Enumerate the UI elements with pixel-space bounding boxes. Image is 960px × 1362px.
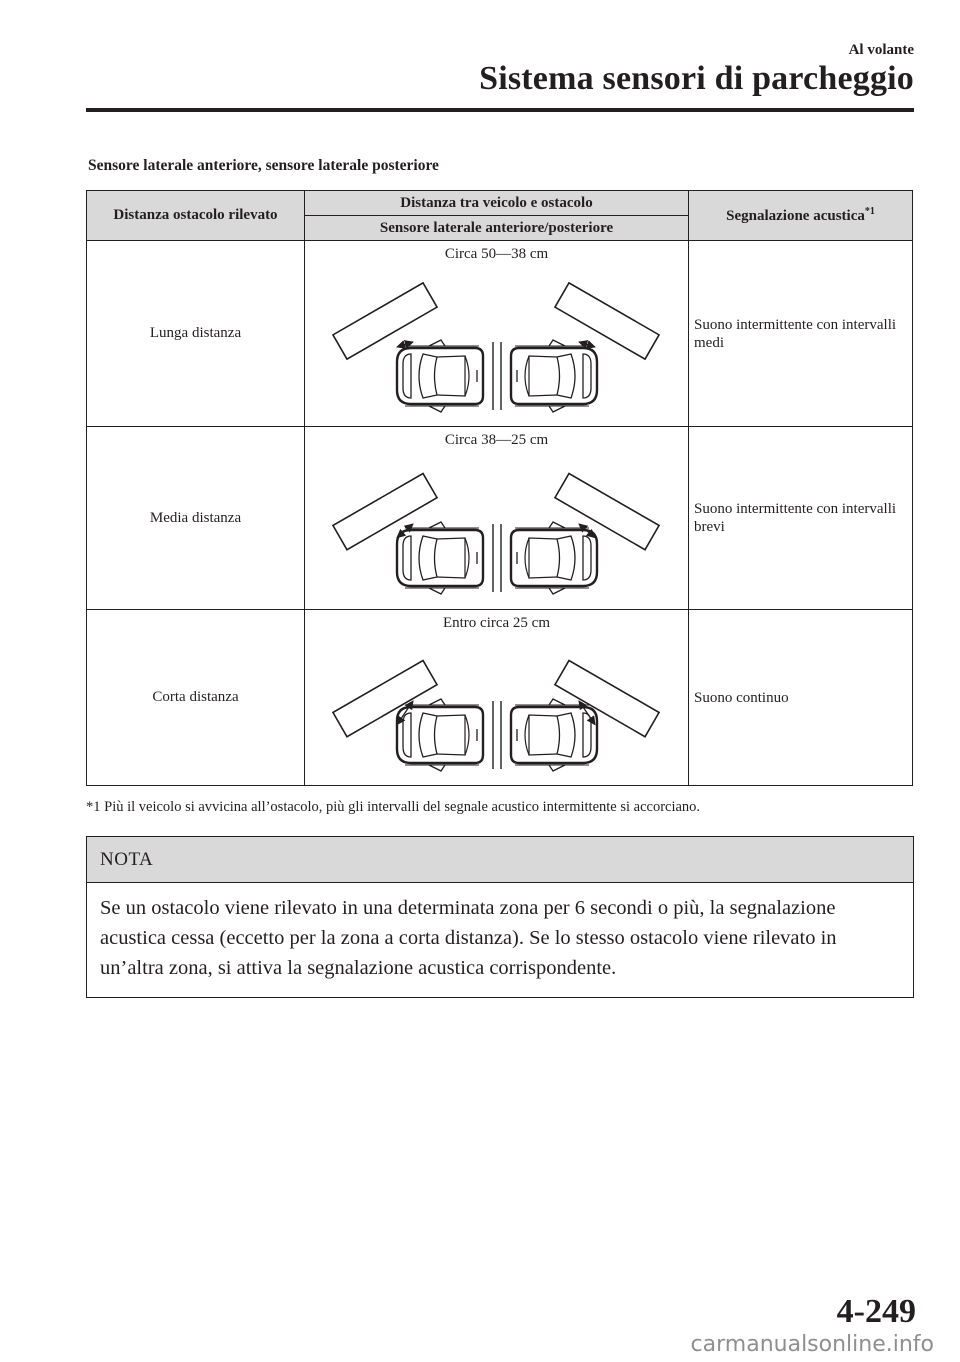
page-title: Sistema sensori di parcheggio	[479, 60, 914, 97]
car-mirror	[429, 340, 445, 346]
distance-table	[86, 190, 913, 786]
table-row	[87, 241, 913, 427]
car-mirror	[549, 699, 565, 705]
car-top-view	[397, 522, 493, 594]
header-rule	[86, 108, 914, 112]
footnote: *1 Più il veicolo si avvicina all’ostacolo, più gli intervalli del segnale acustico intermittente si accorciano.	[86, 799, 701, 815]
car-mirror	[549, 765, 565, 771]
car-mirror	[549, 588, 565, 594]
car-top-view	[397, 699, 493, 771]
distance-label: Corta distanza	[87, 610, 305, 786]
note-title: NOTA	[87, 837, 913, 883]
car-top-view	[397, 340, 493, 412]
sensor-figure-long	[305, 266, 689, 426]
car-mirror	[429, 522, 445, 528]
note-body: Se un ostacolo viene rilevato in una determinata zona per 6 secondi o più, la segnalazione acustica cessa (eccetto per la zona a corta distanza). Se lo stesso ostacolo viene rilevato in un’altra zona, si attiva la segnalazione acustica corrispondente.	[100, 897, 837, 979]
header-range: Distanza tra veicolo e ostacolo	[305, 191, 689, 216]
watermark: carmanualsonline.info	[690, 1332, 934, 1357]
range-label: Circa 38—25 cm	[444, 432, 549, 448]
car-mirror	[429, 699, 445, 705]
note-box	[86, 836, 914, 998]
sensor-figure-medium	[305, 452, 689, 608]
header-range-sub: Sensore laterale anteriore/posteriore	[305, 216, 689, 241]
car-mirror	[549, 522, 565, 528]
header-distance: Distanza ostacolo rilevato	[87, 191, 305, 241]
distance-label: Lunga distanza	[87, 241, 305, 427]
table-row	[87, 610, 913, 786]
subheading: Sensore laterale anteriore, sensore laterale posteriore	[88, 157, 439, 174]
header-sound	[689, 191, 913, 241]
page-number: 4-249	[836, 1293, 916, 1330]
header-section: Al volante	[848, 42, 914, 58]
car-mirror	[429, 588, 445, 594]
range-label: Entro circa 25 cm	[442, 615, 551, 631]
range-cell	[305, 241, 689, 427]
sound-label: Suono intermittente con intervalli medi	[689, 241, 913, 427]
car-top-view	[501, 699, 597, 771]
header-sound-label: Segnalazione acustica	[726, 208, 865, 224]
range-cell	[305, 610, 689, 786]
table-row	[87, 427, 913, 610]
range-cell	[305, 427, 689, 610]
car-mirror	[549, 406, 565, 412]
car-mirror	[429, 765, 445, 771]
distance-label: Media distanza	[87, 427, 305, 610]
header-sound-footnote-ref: *1	[864, 206, 875, 217]
car-top-view	[501, 340, 597, 412]
sound-label: Suono continuo	[689, 610, 913, 786]
sound-label: Suono intermittente con intervalli brevi	[689, 427, 913, 610]
car-mirror	[429, 406, 445, 412]
car-top-view	[501, 522, 597, 594]
sensor-figure-short	[305, 635, 689, 785]
car-mirror	[549, 340, 565, 346]
range-label: Circa 50—38 cm	[444, 246, 549, 262]
